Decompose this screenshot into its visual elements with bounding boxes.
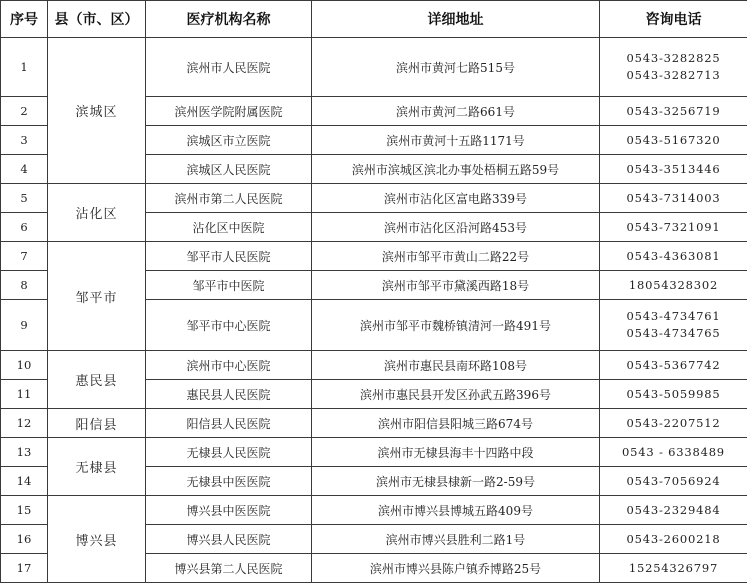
phone-cell — [600, 409, 747, 438]
phone-cell — [600, 242, 747, 271]
table-row — [1, 184, 747, 213]
institution-name: 滨州医学院附属医院 — [146, 97, 312, 126]
header-index: 序号 — [1, 1, 48, 38]
phone-cell — [600, 438, 747, 467]
phone-cell — [600, 380, 747, 409]
phone-number: 0543-3282825 — [600, 50, 747, 67]
table-row — [1, 409, 747, 438]
phone-number: 0543-5167320 — [600, 132, 747, 149]
phone-number: 0543-4363081 — [600, 248, 747, 265]
institution-name: 无棣县人民医院 — [146, 438, 312, 467]
phone-number: 0543-2600218 — [600, 531, 747, 548]
phone-number: 15254326797 — [600, 560, 747, 577]
address-cell: 滨州市黄河十五路1171号 — [312, 126, 600, 155]
phone-cell — [600, 126, 747, 155]
row-index: 3 — [1, 126, 48, 155]
phone-cell — [600, 300, 747, 351]
row-index: 15 — [1, 496, 48, 525]
institution-name: 博兴县人民医院 — [146, 525, 312, 554]
address-cell: 滨州市惠民县开发区孙武五路396号 — [312, 380, 600, 409]
phone-number: 0543-3513446 — [600, 161, 747, 178]
row-index: 14 — [1, 467, 48, 496]
phone-cell — [600, 525, 747, 554]
phone-cell — [600, 38, 747, 97]
phone-cell — [600, 271, 747, 300]
address-cell: 滨州市沾化区富电路339号 — [312, 184, 600, 213]
row-index: 2 — [1, 97, 48, 126]
table-row — [1, 351, 747, 380]
institution-name: 滨州市人民医院 — [146, 38, 312, 97]
table-row — [1, 438, 747, 467]
district-cell: 滨城区 — [48, 38, 146, 184]
phone-number: 0543-2329484 — [600, 502, 747, 519]
address-cell: 滨州市邹平市魏桥镇清河一路491号 — [312, 300, 600, 351]
table-row — [1, 38, 747, 97]
phone-number: 0543 - 6338489 — [600, 444, 747, 461]
row-index: 9 — [1, 300, 48, 351]
phone-cell — [600, 97, 747, 126]
institution-name: 博兴县中医医院 — [146, 496, 312, 525]
row-index: 11 — [1, 380, 48, 409]
district-cell: 博兴县 — [48, 496, 146, 583]
phone-number: 0543-7056924 — [600, 473, 747, 490]
row-index: 17 — [1, 554, 48, 583]
phone-cell — [600, 554, 747, 583]
address-cell: 滨州市博兴县胜利二路1号 — [312, 525, 600, 554]
phone-number: 0543-2207512 — [600, 415, 747, 432]
phone-number: 0543-5367742 — [600, 357, 747, 374]
institution-name: 惠民县人民医院 — [146, 380, 312, 409]
phone-cell — [600, 351, 747, 380]
phone-cell — [600, 213, 747, 242]
row-index: 1 — [1, 38, 48, 97]
institution-name: 邹平市中心医院 — [146, 300, 312, 351]
institution-name: 无棣县中医医院 — [146, 467, 312, 496]
institution-name: 滨州市中心医院 — [146, 351, 312, 380]
phone-number: 0543-7314003 — [600, 190, 747, 207]
address-cell: 滨州市惠民县南环路108号 — [312, 351, 600, 380]
address-cell: 滨州市阳信县阳城三路674号 — [312, 409, 600, 438]
phone-number: 0543-3256719 — [600, 103, 747, 120]
phone-cell — [600, 496, 747, 525]
district-cell: 邹平市 — [48, 242, 146, 351]
institution-name: 阳信县人民医院 — [146, 409, 312, 438]
district-cell: 惠民县 — [48, 351, 146, 409]
row-index: 4 — [1, 155, 48, 184]
address-cell: 滨州市无棣县棣新一路2-59号 — [312, 467, 600, 496]
phone-cell — [600, 467, 747, 496]
address-cell: 滨州市博兴县陈户镇乔博路25号 — [312, 554, 600, 583]
address-cell: 滨州市沾化区沿河路453号 — [312, 213, 600, 242]
phone-number: 18054328302 — [600, 277, 747, 294]
address-cell: 滨州市滨城区滨北办事处梧桐五路59号 — [312, 155, 600, 184]
institution-name: 滨城区市立医院 — [146, 126, 312, 155]
address-cell: 滨州市博兴县博城五路409号 — [312, 496, 600, 525]
address-cell: 滨州市黄河七路515号 — [312, 38, 600, 97]
header-phone: 咨询电话 — [600, 1, 747, 38]
phone-cell — [600, 155, 747, 184]
institution-name: 邹平市中医院 — [146, 271, 312, 300]
table-row — [1, 242, 747, 271]
institution-name: 博兴县第二人民医院 — [146, 554, 312, 583]
table-row — [1, 496, 747, 525]
row-index: 10 — [1, 351, 48, 380]
institution-name: 滨城区人民医院 — [146, 155, 312, 184]
district-cell: 无棣县 — [48, 438, 146, 496]
phone-number: 0543-7321091 — [600, 219, 747, 236]
row-index: 12 — [1, 409, 48, 438]
institution-name: 沾化区中医院 — [146, 213, 312, 242]
institution-name: 滨州市第二人民医院 — [146, 184, 312, 213]
institution-name: 邹平市人民医院 — [146, 242, 312, 271]
row-index: 6 — [1, 213, 48, 242]
row-index: 5 — [1, 184, 48, 213]
phone-number: 0543-5059985 — [600, 386, 747, 403]
address-cell: 滨州市无棣县海丰十四路中段 — [312, 438, 600, 467]
row-index: 13 — [1, 438, 48, 467]
address-cell: 滨州市邹平市黄山二路22号 — [312, 242, 600, 271]
row-index: 7 — [1, 242, 48, 271]
address-cell: 滨州市邹平市黛溪西路18号 — [312, 271, 600, 300]
phone-number: 0543-4734761 — [600, 308, 747, 325]
phone-cell — [600, 184, 747, 213]
phone-number: 0543-4734765 — [600, 325, 747, 342]
header-address: 详细地址 — [312, 1, 600, 38]
district-cell: 沾化区 — [48, 184, 146, 242]
address-cell: 滨州市黄河二路661号 — [312, 97, 600, 126]
header-district: 县（市、区） — [48, 1, 146, 38]
phone-number: 0543-3282713 — [600, 67, 747, 84]
header-row — [1, 1, 747, 38]
district-cell: 阳信县 — [48, 409, 146, 438]
header-institution: 医疗机构名称 — [146, 1, 312, 38]
row-index: 8 — [1, 271, 48, 300]
row-index: 16 — [1, 525, 48, 554]
